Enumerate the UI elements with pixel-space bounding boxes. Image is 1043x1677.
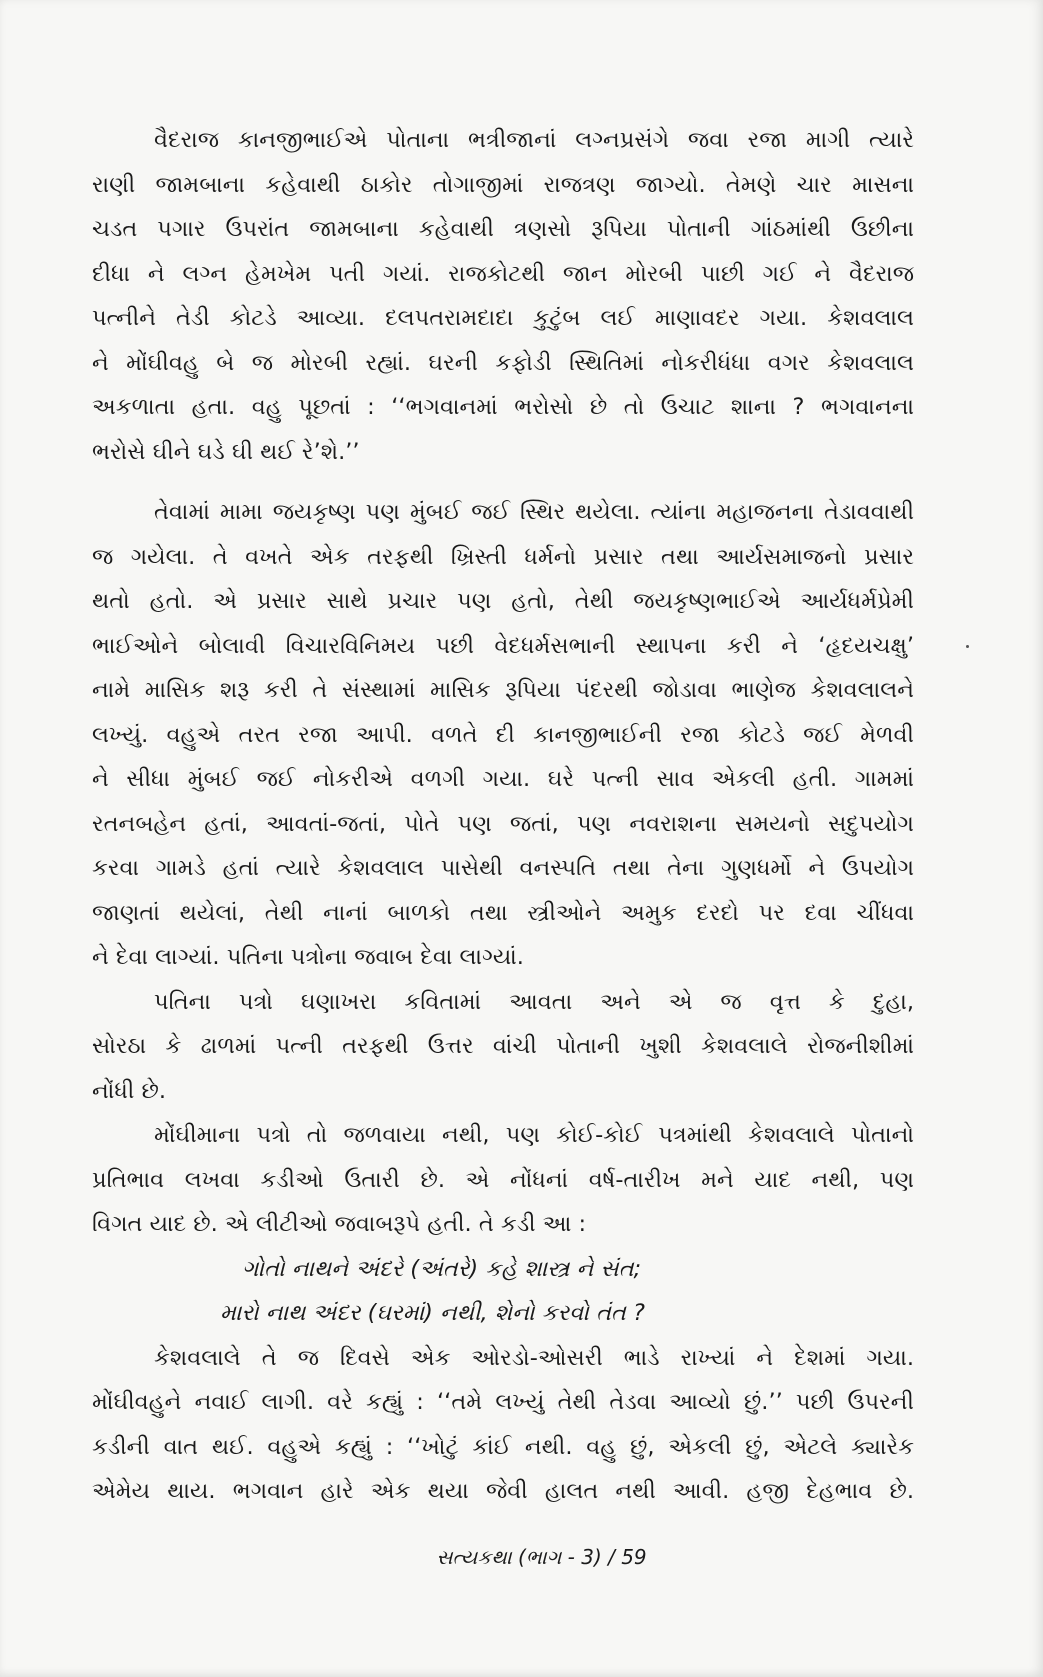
paragraph-1 bbox=[92, 118, 914, 474]
text-line: મોંઘીવહુને નવાઈ લાગી. વરે કહ્યું : ‘‘તમે લખ્યું તેથી તેડવા આવ્યો છું.’’ પછી ઉપરની bbox=[92, 1389, 914, 1415]
text-line: ને મોંઘીવહુ બે જ મોરબી રહ્યાં. ઘરની કફોડી સ્થિતિમાં નોકરીધંધા વગર કેશવલાલ bbox=[92, 349, 914, 376]
paragraph-2 bbox=[92, 490, 914, 980]
text-line: કરવા ગામડે હતાં ત્યારે કેશવલાલ પાસેથી વનસ્પતિ તથા તેના ગુણધર્મો ને ઉપયોગ bbox=[92, 855, 914, 881]
text-line: નોંધી છે. bbox=[92, 1077, 167, 1104]
text-line: રતનબહેન હતાં, આવતાં-જતાં, પોતે પણ જતાં, પણ નવરાશના સમયનો સદુપયોગ bbox=[92, 810, 914, 837]
footer-text: સત્યકથા (ભાગ - 3) / 59 bbox=[436, 1545, 647, 1569]
page-footer bbox=[0, 1545, 1043, 1569]
text-line: લખ્યું. વહુએ તરત રજા આપી. વળતે દી કાનજીભાઈની રજા કોટડે જઈ મેળવી bbox=[92, 721, 914, 748]
text-line: રાણી જામબાના કહેવાથી ઠાકોર તોગાજીમાં રાજત્રણ જાગ્યો. તેમણે ચાર માસના bbox=[92, 171, 914, 198]
text-line: તેવામાં મામા જયકૃષ્ણ પણ મુંબઈ જઈ સ્થિર થયેલા. ત્યાંના મહાજનના તેડાવવાથી bbox=[154, 499, 914, 525]
paragraph-4 bbox=[92, 1113, 914, 1247]
text-line: એમેય થાય. ભગવાન હારે એક થયા જેવી હાલત નથી આવી. હજી દેહભાવ છે. bbox=[92, 1478, 914, 1504]
text-line: સોરઠા કે ઢાળમાં પત્ની તરફથી ઉત્તર વાંચી પોતાની ખુશી કેશવલાલે રોજનીશીમાં bbox=[92, 1033, 914, 1059]
text-line: થતો હતો. એ પ્રસાર સાથે પ્રચાર પણ હતો, તેથી જયકૃષ્ણભાઈએ આર્યધર્મપ્રેમી bbox=[92, 588, 914, 614]
text-line: જાણતાં થયેલાં, તેથી નાનાં બાળકો તથા સ્ત્રીઓને અમુક દરદો પર દવા ચીંધવા bbox=[92, 899, 914, 926]
text-line: વૈદરાજ કાનજીભાઈએ પોતાના ભત્રીજાનાં લગ્નપ્રસંગે જવા રજા માગી ત્યારે bbox=[154, 127, 914, 153]
text-line: દીધા ને લગ્ન હેમખેમ પતી ગયાં. રાજકોટથી જાન મોરબી પાછી ગઈ ને વૈદરાજ bbox=[92, 260, 914, 287]
verse-line: મારો નાથ અંદર (ઘરમાં) નથી, શેનો કરવો તંત ? bbox=[220, 1300, 645, 1326]
text-line: વિગત યાદ છે. એ લીટીઓ જવાબરૂપે હતી. તે કડી આ : bbox=[92, 1211, 587, 1237]
text-line: અકળાતા હતા. વહુ પૂછતાં : ‘‘ભગવાનમાં ભરોસો છે તો ઉચાટ શાના ? ભગવાનના bbox=[92, 394, 914, 420]
text-line: ભરોસે ઘીને ઘડે ઘી થઈ રે’શે.’’ bbox=[92, 438, 360, 465]
text-line: કેશવલાલે તે જ દિવસે એક ઓરડો-ઓસરી ભાડે રાખ્યાં ને દેશમાં ગયા. bbox=[154, 1344, 914, 1371]
speck bbox=[966, 645, 969, 648]
text-line: ને દેવા લાગ્યાં. પતિના પત્રોના જવાબ દેવા લાગ્યાં. bbox=[92, 944, 524, 970]
body-text bbox=[92, 118, 914, 1514]
text-line: ભાઈઓને બોલાવી વિચારવિનિમય પછી વેદધર્મસભાની સ્થાપના કરી ને ‘હૃદયચક્ષુ’ bbox=[92, 632, 914, 659]
text-line: ચડત પગાર ઉપરાંત જામબાના કહેવાથી ત્રણસો રૂપિયા પોતાની ગાંઠમાંથી ઉછીના bbox=[92, 216, 914, 242]
paragraph-3 bbox=[92, 980, 914, 1114]
verse-line: ગોતો નાથને અંદરે (અંતરે) કહે શાસ્ત્ર ને સંત; bbox=[242, 1255, 642, 1282]
text-line: જ ગયેલા. તે વખતે એક તરફથી ખ્રિસ્તી ધર્મનો પ્રસાર તથા આર્યસમાજનો પ્રસાર bbox=[92, 543, 914, 570]
text-line: ને સીધા મુંબઈ જઈ નોકરીએ વળગી ગયા. ઘરે પત્ની સાવ એકલી હતી. ગામમાં bbox=[92, 766, 914, 792]
text-line: નામે માસિક શરૂ કરી તે સંસ્થામાં માસિક રૂપિયા પંદરથી જોડાવા ભાણેજ કેશવલાલને bbox=[92, 677, 914, 703]
text-line: પ્રતિભાવ લખવા કડીઓ ઉતારી છે. એ નોંધનાં વર્ષ-તારીખ મને યાદ નથી, પણ bbox=[92, 1166, 914, 1193]
text-line: પત્નીને તેડી કોટડે આવ્યા. દલપતરામદાદા કુટુંબ લઈ માણાવદર ગયા. કેશવલાલ bbox=[92, 305, 914, 331]
paragraph-5 bbox=[92, 1336, 914, 1514]
text-line: પતિના પત્રો ઘણાખરા કવિતામાં આવતા અને એ જ વૃત્ત કે દુહા, bbox=[154, 988, 914, 1015]
text-line: કડીની વાત થઈ. વહુએ કહ્યું : ‘‘ખોટું કાંઈ નથી. વહુ છું, એકલી છું, એટલે ક્યારેક bbox=[92, 1433, 914, 1460]
verse-quote bbox=[92, 1247, 914, 1336]
text-line: મોંઘીમાના પત્રો તો જળવાયા નથી, પણ કોઈ-કોઈ પત્રમાંથી કેશવલાલે પોતાનો bbox=[154, 1122, 914, 1148]
